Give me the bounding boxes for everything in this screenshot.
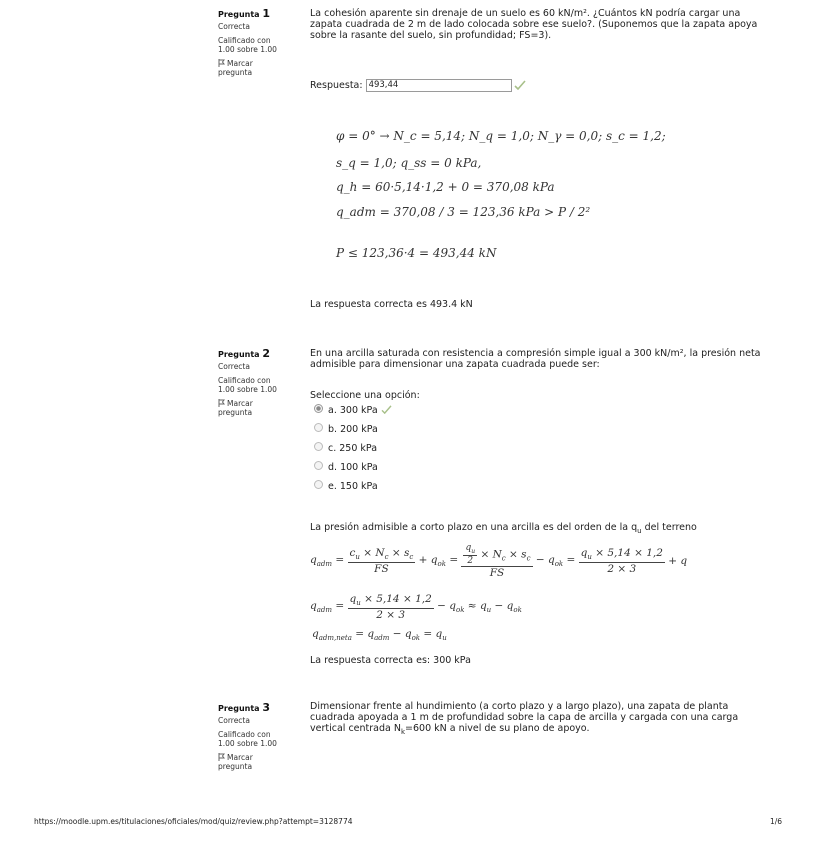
question-text: En una arcilla saturada con resistencia a compresión simple igual a 300 kN/m², la presión neta admisible para dimensionar una zapata cuadrada puede ser:: [310, 348, 761, 370]
flag-question-link[interactable]: [218, 59, 278, 77]
question-2-info: [218, 347, 298, 417]
question-text: La cohesión aparente sin drenaje de un suelo es 60 kN/m². ¿Cuántos kN podría cargar una zapata cuadrada de 2 m de lado colocada sobre ese suelo?. (Suponemos que la zapata apoya sobre la rasante del suelo, sin profundidad; FS=3).: [310, 8, 758, 41]
option-label: e. 150 kPa: [328, 481, 378, 492]
formula-line-3: $q_{adm,neta} = q_{adm} - q_{ok} = q_u$: [312, 628, 447, 643]
option-label: b. 200 kPa: [328, 424, 378, 435]
explanation-text: [310, 522, 697, 537]
feedback-line-5: P ≤ 123,36·4 = 493,44 kN: [336, 246, 497, 260]
option-e[interactable]: [314, 480, 514, 499]
formula-line-2: $q_{adm}$ = $\frac{q_u \times 5,14 \times 1,2}{2 \times 3}$ − $q_{ok} \approx q_u - q_{ok}$: [310, 593, 522, 621]
answer-label: Respuesta:: [310, 79, 363, 91]
question-label: Pregunta: [218, 350, 260, 359]
flag-icon: [218, 753, 225, 761]
select-prompt: Seleccione una opción:: [310, 390, 420, 401]
flag-label: Marcar pregunta: [218, 59, 253, 77]
flag-question-link[interactable]: [218, 399, 278, 417]
explanation-main: La presión admisible a corto plazo en una arcilla es del orden de la q: [310, 522, 638, 533]
question-text: [310, 701, 762, 738]
question-number-value: 2: [262, 347, 271, 360]
question-number-value: 1: [262, 7, 271, 20]
question-3-info: [218, 701, 298, 771]
feedback-line-4: q_adm = 370,08 / 3 = 123,36 kPa > P / 2²: [336, 205, 591, 219]
explanation-subscript: u: [637, 526, 642, 535]
question-label: Pregunta: [218, 10, 260, 19]
question-1-info: [218, 7, 298, 77]
option-d[interactable]: [314, 461, 514, 480]
answer-input[interactable]: 493,44: [366, 79, 512, 92]
correct-check-icon: [381, 405, 392, 414]
option-b[interactable]: [314, 423, 514, 442]
feedback-line-3: q_h = 60·5,14·1,2 + 0 = 370,08 kPa: [336, 180, 555, 194]
flag-icon: [218, 59, 225, 67]
question-text-subscript: k: [400, 727, 406, 736]
radio-button[interactable]: [314, 461, 323, 470]
correct-answer-text: La respuesta correcta es: 300 kPa: [310, 655, 471, 666]
option-label: c. 250 kPa: [328, 443, 378, 454]
question-number-value: 3: [262, 701, 271, 714]
radio-button[interactable]: [314, 404, 323, 413]
radio-button[interactable]: [314, 423, 323, 432]
question-grade: Calificado con 1.00 sobre 1.00: [218, 36, 277, 54]
question-status: Correcta: [218, 22, 250, 31]
formula-line-1: $q_{adm}$ = $\frac{c_u \times N_c \times s_c}{FS}$ + $q_{ok}$ = $\frac{q_u}{2}$ × $N_c \times s_c$ FS − $q_{ok}$ = $\frac{q_u \times 5,14 \times 1,2}{2 \times 3}$ + q: [310, 543, 688, 579]
footer-url: https://moodle.upm.es/titulaciones/oficiales/mod/quiz/review.php?attempt=3128774: [34, 817, 353, 826]
option-label: d. 100 kPa: [328, 462, 378, 473]
question-label: Pregunta: [218, 704, 260, 713]
question-grade: Calificado con 1.00 sobre 1.00: [218, 730, 277, 748]
flag-label: Marcar pregunta: [218, 399, 253, 417]
page-number: 1/6: [770, 817, 783, 826]
feedback-line-1: φ = 0° → N_c = 5,14; N_q = 1,0; N_γ = 0,0; s_c = 1,2;: [336, 129, 666, 143]
radio-button[interactable]: [314, 480, 323, 489]
question-number: [218, 7, 298, 20]
options-list: [314, 404, 514, 499]
option-c[interactable]: [314, 442, 514, 461]
question-grade: Calificado con 1.00 sobre 1.00: [218, 376, 277, 394]
correct-answer-text: La respuesta correcta es 493.4 kN: [310, 299, 473, 310]
question-status: Correcta: [218, 716, 250, 725]
explanation-end: del terreno: [641, 522, 697, 533]
question-text-main: Dimensionar frente al hundimiento (a corto plazo y a largo plazo), una zapata de planta cuadrada apoyada a 1 m de profundidad sobre la capa de arcilla y cargada con una carga vertical centrada N: [310, 701, 739, 734]
flag-question-link[interactable]: [218, 753, 278, 771]
correct-check-icon: [514, 80, 526, 90]
answer-row: [310, 78, 526, 92]
question-number: [218, 701, 298, 714]
question-number: [218, 347, 298, 360]
flag-label: Marcar pregunta: [218, 753, 253, 771]
option-a[interactable]: [314, 404, 514, 423]
feedback-line-2: s_q = 1,0; q_ss = 0 kPa,: [336, 156, 482, 170]
question-status: Correcta: [218, 362, 250, 371]
radio-button[interactable]: [314, 442, 323, 451]
question-text-end: =600 kN a nivel de su plano de apoyo.: [405, 723, 590, 734]
flag-icon: [218, 399, 225, 407]
option-label: a. 300 kPa: [328, 405, 378, 416]
